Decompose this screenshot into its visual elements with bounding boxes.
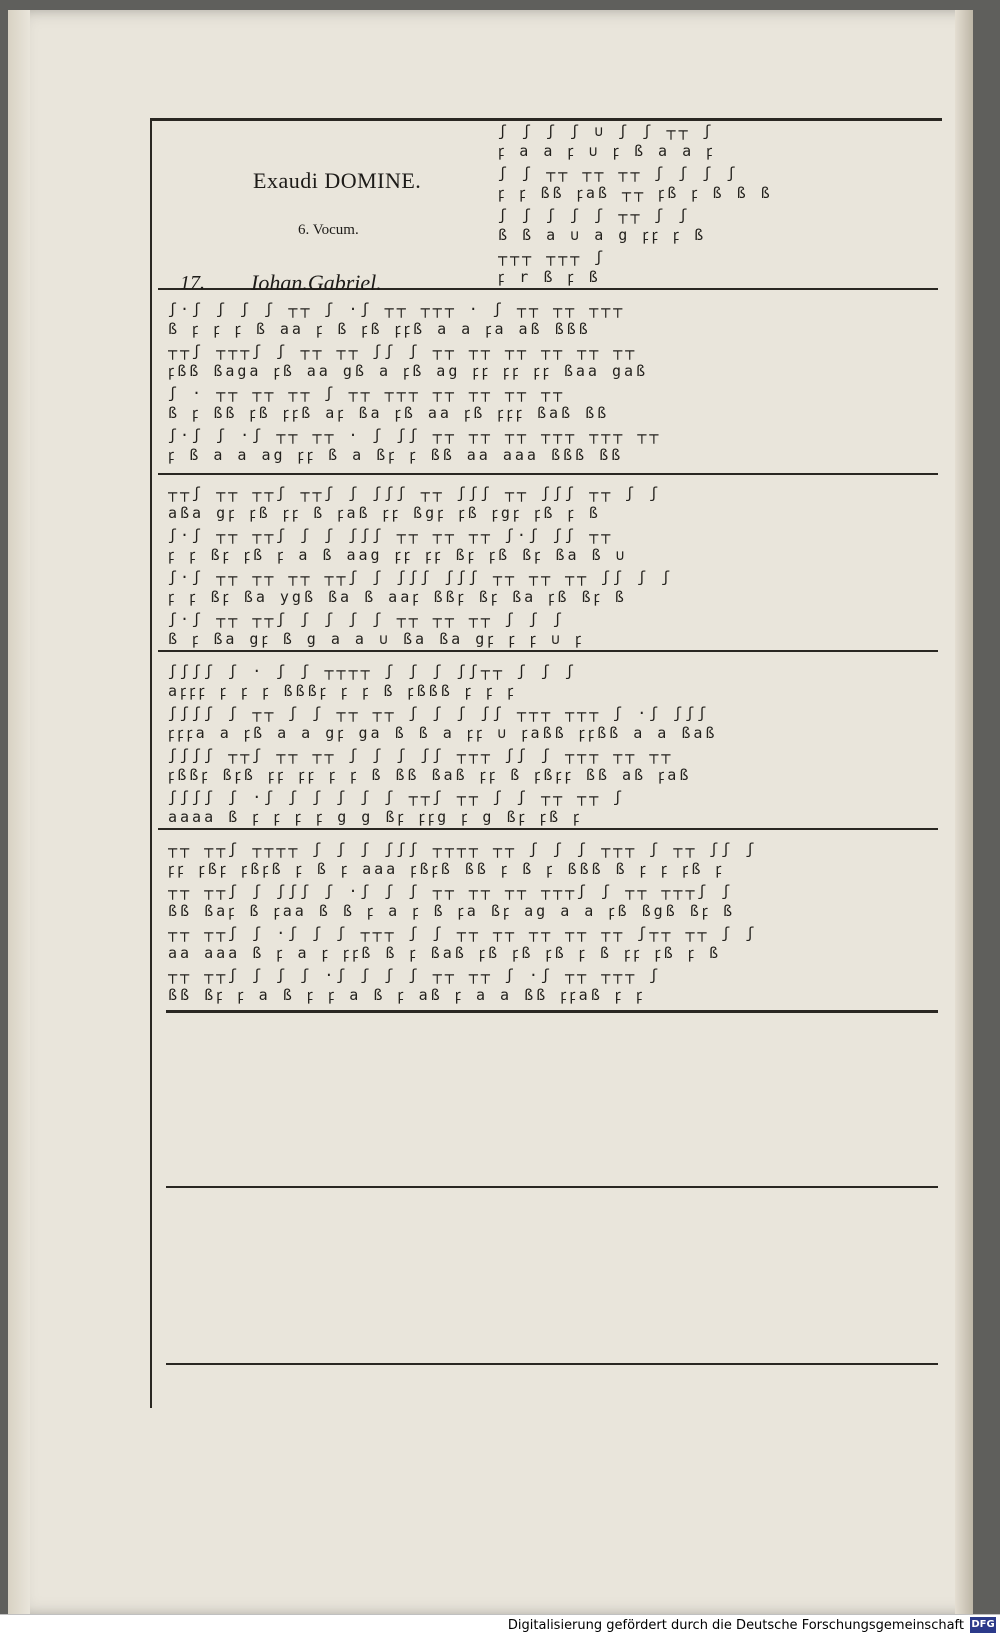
tablature-system-4: [168, 660, 968, 825]
tablature-row: ßß ßaꝼ ß ꝼaa ß ß ꝼ a ꝼ ß ꝼa ßꝼ ag a a ꝼß ßgß ßꝼ ß: [168, 902, 736, 920]
piece-number: 17.: [180, 272, 205, 294]
tablature-row: ꝼ ꝼ ßß ꝼaß ┬┬ ꝼß ꝼ ß ß ß: [498, 184, 773, 202]
tablature-row: ┬┬ ┬┬ʃ ʃ ʃ ʃ ·ʃ ʃ ʃ ʃ ┬┬ ┬┬ ʃ ·ʃ ┬┬ ┬┬┬ ʃ: [168, 966, 662, 984]
tablature-row: aßa gꝼ ꝼß ꝼꝼ ß ꝼaß ꝼꝼ ßgꝼ ꝼß ꝼgꝼ ꝼß ꝼ ß: [168, 504, 601, 522]
tablature-row: ʃʃʃʃ ʃ ┬┬ ʃ ʃ ┬┬ ┬┬ ʃ ʃ ʃ ʃʃ ┬┬┬ ┬┬┬ ʃ ·ʃ ʃʃʃ: [168, 704, 710, 722]
tablature-row: ß ꝼ ßß ꝼß ꝼꝼß aꝼ ßa ꝼß aa ꝼß ꝼꝼꝼ ßaß ßß: [168, 404, 610, 422]
tablature-row: aaaa ß ꝼ ꝼ ꝼ ꝼ g g ßꝼ ꝼꝼg ꝼ g ßꝼ ꝼß ꝼ: [168, 808, 583, 826]
tablature-row: ꝼßß ßaga ꝼß aa gß a ꝼß ag ꝼꝼ ꝼꝼ ꝼꝼ ßaa gaß: [168, 362, 649, 380]
tablature-row: ꝼ a a ꝼ ∪ ꝼ ß a a ꝼ: [498, 142, 716, 160]
tablature-system-1: [498, 120, 938, 288]
tablature-row: ʃ ʃ ʃ ʃ ∪ ʃ ʃ ┬┬ ʃ: [498, 122, 715, 140]
tablature-row: ┬┬ ┬┬ʃ ʃ ·ʃ ʃ ʃ ┬┬┬ ʃ ʃ ┬┬ ┬┬ ┬┬ ┬┬ ┬┬ ʃ┬┬ ┬┬ ʃ ʃ: [168, 924, 758, 942]
tablature-row: ꝼ ß a a ag ꝼꝼ ß a ßꝼ ꝼ ßß aa aaa ßßß ßß: [168, 446, 624, 464]
tablature-row: ʃ·ʃ ʃ ʃ ʃ ┬┬ ʃ ·ʃ ┬┬ ┬┬┬ · ʃ ┬┬ ┬┬ ┬┬┬: [168, 300, 626, 318]
tablature-row: ʃ · ┬┬ ┬┬ ┬┬ ʃ ┬┬ ┬┬┬ ┬┬ ┬┬ ┬┬ ┬┬: [168, 384, 566, 402]
blank-rule: [166, 1186, 938, 1188]
tablature-row: ʃ·ʃ ʃ ·ʃ ┬┬ ┬┬ · ʃ ʃʃ ┬┬ ┬┬ ┬┬ ┬┬┬ ┬┬┬ ┬┬: [168, 426, 662, 444]
tablature-row: aa aaa ß ꝼ a ꝼ ꝼꝼß ß ꝼ ßaß ꝼß ꝼß ꝼß ꝼ ß ꝼꝼ ꝼß ꝼ ß: [168, 944, 722, 962]
system-divider: [158, 828, 938, 830]
tablature-row: ß ß a ∪ a g ꝼꝼ ꝼ ß: [498, 226, 707, 244]
tablature-row: ʃ·ʃ ┬┬ ┬┬ ┬┬ ┬┬ʃ ʃ ʃʃʃ ʃʃʃ ┬┬ ┬┬ ┬┬ ʃʃ ʃ ʃ: [168, 568, 674, 586]
tablature-system-2: [168, 298, 968, 468]
tablature-row: aꝼꝼꝼ ꝼ ꝼ ꝼ ßßßꝼ ꝼ ꝼ ß ꝼßßß ꝼ ꝼ ꝼ: [168, 682, 517, 700]
page-gutter: [8, 10, 30, 1615]
tablature-row: ꝼꝼ ꝼßꝼ ꝼßꝼß ꝼ ß ꝼ aaa ꝼßꝼß ßß ꝼ ß ꝼ ßßß ß ꝼ ꝼ ꝼß ꝼ: [168, 860, 725, 878]
tablature-row: ꝼ ꝼ ßꝼ ꝼß ꝼ a ß aag ꝼꝼ ꝼꝼ ßꝼ ꝼß ßꝼ ßa ß ∪: [168, 546, 628, 564]
tablature-row: ┬┬ʃ ┬┬ ┬┬ʃ ┬┬ʃ ʃ ʃʃʃ ┬┬ ʃʃʃ ┬┬ ʃʃʃ ┬┬ ʃ ʃ: [168, 484, 662, 502]
blank-rule: [166, 1363, 938, 1365]
tablature-row: ┬┬ʃ ┬┬┬ʃ ʃ ┬┬ ┬┬ ʃʃ ʃ ┬┬ ┬┬ ┬┬ ┬┬ ┬┬ ┬┬: [168, 342, 638, 360]
composer-name: Iohan.Gabriel.: [251, 270, 382, 295]
tablature-row: ꝼꝼꝼa a ꝼß a a gꝼ ga ß ß a ꝼꝼ ∪ ꝼaßß ꝼꝼßß a a ßaß: [168, 724, 718, 742]
tablature-row: ┬┬┬ ┬┬┬ ʃ: [498, 248, 607, 266]
tablature-row: ┬┬ ┬┬ʃ ┬┬┬┬ ʃ ʃ ʃ ʃʃʃ ┬┬┬┬ ┬┬ ʃ ʃ ʃ ┬┬┬ ʃ ┬┬ ʃʃ ʃ: [168, 840, 758, 858]
system-divider: [158, 650, 938, 652]
tablature-row: ꝼßßꝼ ßꝼß ꝼꝼ ꝼꝼ ꝼ ꝼ ß ßß ßaß ꝼꝼ ß ꝼßꝼꝼ ßß aß ꝼaß: [168, 766, 692, 784]
tablature-row: ʃ ʃ ʃ ʃ ʃ ┬┬ ʃ ʃ: [498, 206, 691, 224]
tablature-row: ꝼ r ß ꝼ ß: [498, 268, 601, 286]
tablature-row: ʃʃʃʃ ┬┬ʃ ┬┬ ┬┬ ʃ ʃ ʃ ʃʃ ┬┬┬ ʃʃ ʃ ┬┬┬ ┬┬ ┬┬: [168, 746, 674, 764]
tablature-system-5: [168, 838, 968, 1008]
tablature-row: ß ꝼ ꝼ ꝼ ß aa ꝼ ß ꝼß ꝼꝼß a a ꝼa aß ßßß: [168, 320, 591, 338]
tablature-row: ꝼ ꝼ ßꝼ ßa ygß ßa ß aaꝼ ßßꝼ ßꝼ ßa ꝼß ßꝼ ß: [168, 588, 627, 606]
tablature-row: ß ꝼ ßa gꝼ ß g a a ∪ ßa ßa gꝼ ꝼ ꝼ ∪ ꝼ: [168, 630, 585, 648]
tablature-row: ʃ·ʃ ┬┬ ┬┬ʃ ʃ ʃ ʃʃʃ ┬┬ ┬┬ ┬┬ ʃ·ʃ ʃʃ ┬┬: [168, 526, 614, 544]
tablature-row: ʃʃʃʃ ʃ · ʃ ʃ ┬┬┬┬ ʃ ʃ ʃ ʃʃ┬┬ ʃ ʃ ʃ: [168, 662, 578, 680]
tablature-row: ʃ ʃ ┬┬ ┬┬ ┬┬ ʃ ʃ ʃ ʃ: [498, 164, 739, 182]
digitization-footer: [0, 1614, 1000, 1638]
piece-title: Exaudi DOMINE.: [253, 168, 422, 193]
book-page: [8, 10, 973, 1615]
system-end-rule: [166, 1010, 938, 1013]
dfg-logo: DFG: [970, 1617, 996, 1633]
left-rule: [150, 118, 152, 1408]
footer-credit: Digitalisierung gefördert durch die Deutsche Forschungsgemeinschaft: [507, 1618, 964, 1633]
tablature-row: ʃʃʃʃ ʃ ·ʃ ʃ ʃ ʃ ʃ ʃ ┬┬ʃ ┬┬ ʃ ʃ ┬┬ ┬┬ ʃ: [168, 788, 626, 806]
tablature-row: ┬┬ ┬┬ʃ ʃ ʃʃʃ ʃ ·ʃ ʃ ʃ ┬┬ ┬┬ ┬┬ ┬┬┬ʃ ʃ ┬┬ ┬┬┬ʃ ʃ: [168, 882, 734, 900]
tablature-row: ʃ·ʃ ┬┬ ┬┬ʃ ʃ ʃ ʃ ʃ ┬┬ ┬┬ ┬┬ ʃ ʃ ʃ: [168, 610, 566, 628]
tablature-system-3: [168, 482, 968, 647]
voice-count: 6. Vocum.: [298, 222, 359, 238]
system-divider: [158, 473, 938, 475]
tablature-row: ßß ßꝼ ꝼ a ß ꝼ ꝼ a ß ꝼ aß ꝼ a a ßß ꝼꝼaß ꝼ ꝼ: [168, 986, 646, 1004]
